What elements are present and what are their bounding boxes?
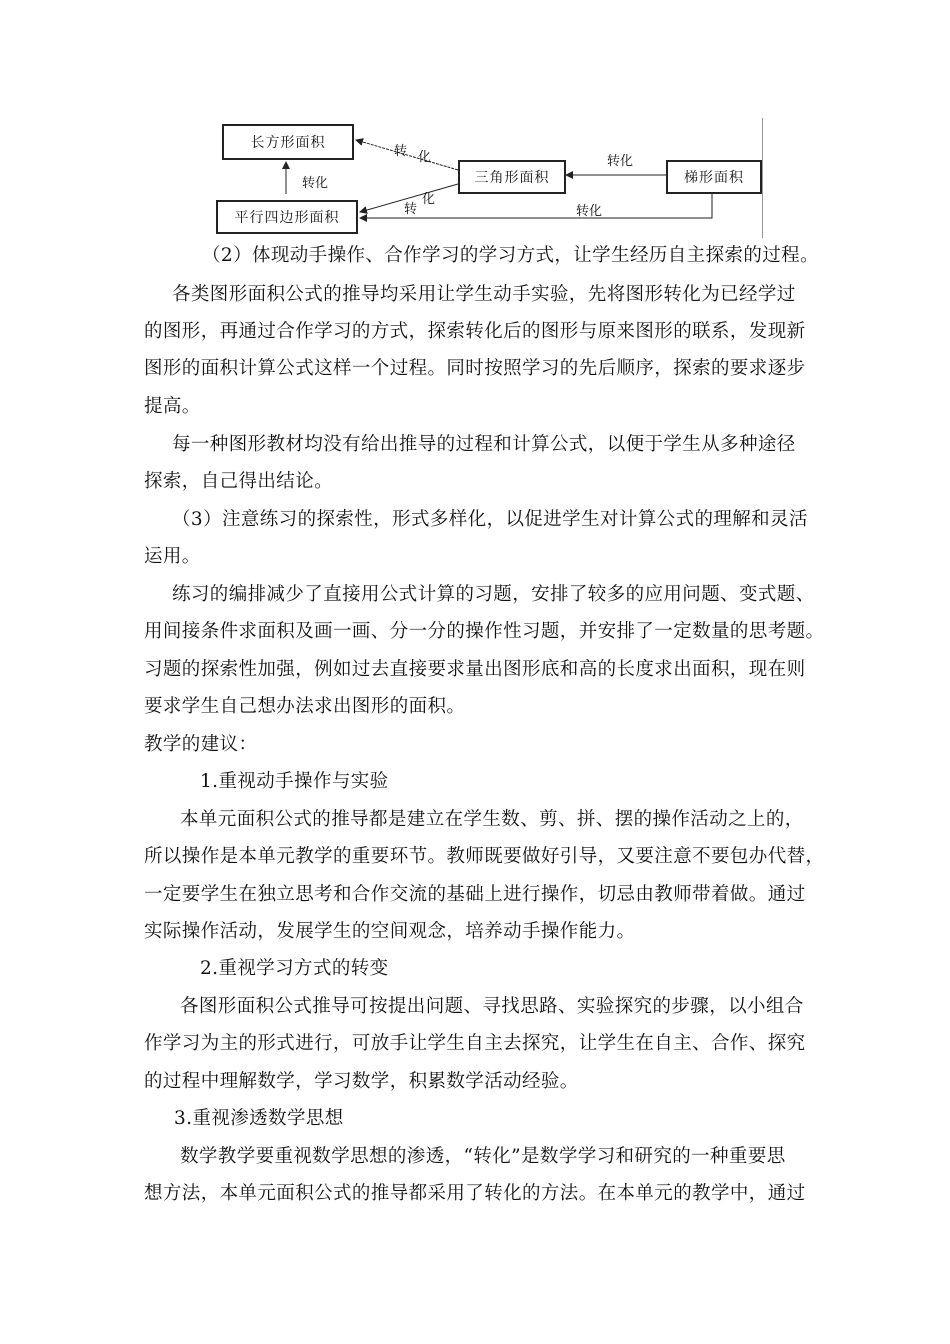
text-line: 所以操作是本单元教学的重要环节。教师既要做好引导，又要注意不要包办代替， xyxy=(144,846,825,867)
label-transform-vertical: 转化 xyxy=(302,176,329,191)
text-line: 想方法，本单元面积公式的推导都采用了转化的方法。在本单元的教学中，通过 xyxy=(144,1183,806,1204)
subsection-heading: 3.重视渗透数学思想 xyxy=(174,1108,344,1129)
text-line: 各图形面积公式推导可按提出问题、寻找思路、实验探究的步骤，以小组合 xyxy=(180,996,804,1017)
label-hua-upper: 化 xyxy=(418,150,432,165)
text-line: 图形的面积计算公式这样一个过程。同时按照学习的先后顺序，探索的要求逐步 xyxy=(144,358,806,379)
text-line: 练习的编排减少了直接用公式计算的习题，安排了较多的应用问题、变式题、 xyxy=(172,584,815,605)
text-line: 每一种图形教材均没有给出推导的过程和计算公式，以便于学生从多种途径 xyxy=(172,434,796,455)
text-line: 要求学生自己想办法求出图形的面积。 xyxy=(144,696,466,717)
text-line: 习题的探索性加强，例如过去直接要求量出图形底和高的长度求出面积，现在则 xyxy=(144,659,806,680)
text-line: （3）注意练习的探索性，形式多样化，以促进学生对计算公式的理解和灵活 xyxy=(172,509,808,530)
text-line: 的图形，再通过合作学习的方式，探索转化后的图形与原来图形的联系，发现新 xyxy=(144,321,806,342)
label-zhuan-lower: 转 xyxy=(404,202,418,217)
text-line: 用间接条件求面积及画一画、分一分的操作性习题，并安排了一定数量的思考题。 xyxy=(144,621,825,642)
text-line: 本单元面积公式的推导都是建立在学生数、剪、拼、摆的操作活动之上的， xyxy=(180,809,804,830)
label-transform-top-right: 转化 xyxy=(607,154,634,169)
diagram-arrows xyxy=(214,118,766,238)
rectangle-area-box: 长方形面积 xyxy=(222,124,354,160)
triangle-area-box: 三角形面积 xyxy=(458,160,566,194)
text-line: 探索，自己得出结论。 xyxy=(144,471,334,492)
text-line: 一定要学生在独立思考和合作交流的基础上进行操作，切忌由教师带着做。通过 xyxy=(144,884,806,905)
text-line: 数学教学要重视数学思想的渗透，“转化”是数学学习和研究的一种重要思 xyxy=(180,1146,786,1167)
text-line: 运用。 xyxy=(144,546,201,567)
trapezoid-area-box: 梯形面积 xyxy=(666,160,762,194)
text-line: 作学习为主的形式进行，可放手让学生自主去探究，让学生在自主、合作、探究 xyxy=(144,1033,806,1054)
label-transform-bottom-right: 转化 xyxy=(576,204,603,219)
text-line: 提高。 xyxy=(144,396,201,417)
label-zhuan-upper: 转 xyxy=(394,144,408,159)
transformation-diagram xyxy=(214,118,766,238)
subsection-heading: 1.重视动手操作与实验 xyxy=(200,771,389,792)
text-line: （2）体现动手操作、合作学习的学习方式，让学生经历自主探索的过程。 xyxy=(202,245,819,266)
parallelogram-area-box: 平行四边形面积 xyxy=(216,200,358,234)
section-heading: 教学的建议： xyxy=(144,734,258,755)
text-line: 各类图形面积公式的推导均采用让学生动手实验，先将图形转化为已经学过 xyxy=(172,284,796,305)
label-hua-lower: 化 xyxy=(422,192,436,207)
subsection-heading: 2.重视学习方式的转变 xyxy=(200,958,389,979)
text-line: 的过程中理解数学，学习数学，积累数学活动经验。 xyxy=(144,1071,579,1092)
text-line: 实际操作活动，发展学生的空间观念，培养动手操作能力。 xyxy=(144,921,636,942)
